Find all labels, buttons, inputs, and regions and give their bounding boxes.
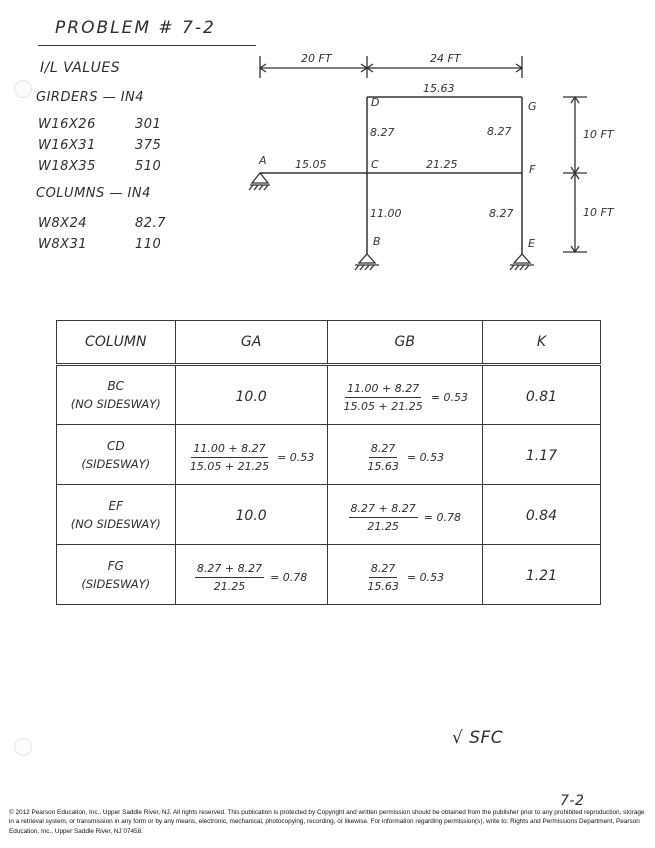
- fraction-denominator: 15.05 + 21.25: [189, 459, 270, 473]
- column-shape: W8X31: [38, 237, 88, 252]
- sidesway-case: (NO SIDESWAY): [70, 397, 161, 411]
- node-label-f: F: [529, 163, 536, 176]
- fraction-numerator: 8.27: [369, 442, 398, 458]
- ga-cell: [175, 365, 327, 425]
- member-value-bc: 11.00: [370, 207, 402, 220]
- frame-sketch: [235, 40, 635, 280]
- page-number: 7-2: [560, 793, 585, 809]
- il-values-heading: I/L VALUES: [40, 60, 121, 76]
- gb-cell: [327, 425, 482, 485]
- sidesway-case: (SIDESWAY): [81, 456, 151, 471]
- table-row: [57, 425, 601, 485]
- k-cell: [482, 425, 600, 485]
- girder-shape: W16X31: [38, 138, 96, 153]
- binder-hole-bottom: [14, 738, 32, 756]
- table-row: [57, 485, 601, 545]
- column-cell: [57, 425, 176, 485]
- k-value: 0.84: [525, 508, 557, 524]
- node-label-e: E: [528, 237, 535, 250]
- ga-cell: [175, 545, 327, 605]
- fraction-numerator: 11.00 + 8.27: [345, 382, 421, 398]
- ga-cell: [175, 425, 327, 485]
- ga-value: 10.0: [235, 508, 267, 524]
- node-label-d: D: [371, 96, 380, 109]
- gb-fraction: [342, 382, 468, 413]
- girder-value: 375: [135, 138, 162, 153]
- member-value-dg: 15.63: [423, 82, 455, 95]
- problem-title: PROBLEM # 7-2: [55, 18, 216, 38]
- node-label-a: A: [259, 154, 267, 167]
- table-row: [57, 365, 601, 425]
- fraction-numerator: 11.00 + 8.27: [191, 442, 267, 458]
- fraction-result: = 0.78: [270, 570, 308, 584]
- dim-label-bottom-story: 10 FT: [583, 206, 614, 219]
- member-value-ac: 15.05: [295, 158, 327, 171]
- column-cell: [57, 365, 176, 425]
- gb-fraction: [349, 502, 461, 533]
- fraction-denominator: 21.25: [213, 579, 246, 593]
- pin-support-a: [252, 173, 268, 183]
- column-value: 110: [135, 237, 162, 252]
- fraction-denominator: 15.63: [367, 459, 399, 473]
- fraction-result: = 0.78: [423, 510, 461, 524]
- column-value: 82.7: [135, 216, 166, 231]
- girder-value: 510: [135, 159, 162, 174]
- dim-label-top-story: 10 FT: [583, 128, 614, 141]
- ga-cell: [175, 485, 327, 545]
- header-ga: GA: [175, 321, 327, 365]
- k-cell: [482, 365, 600, 425]
- fraction-numerator: 8.27 + 8.27: [349, 502, 418, 518]
- gb-cell: [327, 545, 482, 605]
- column-name: FG: [107, 558, 124, 573]
- node-label-b: B: [373, 235, 381, 248]
- header-k: K: [482, 321, 600, 365]
- column-shape: W8X24: [38, 216, 88, 231]
- ga-value: 10.0: [235, 388, 267, 405]
- node-label-c: C: [371, 158, 379, 171]
- dim-label-left: 20 FT: [301, 52, 332, 65]
- sidesway-case: (SIDESWAY): [81, 576, 151, 591]
- k-value: 1.21: [525, 568, 557, 584]
- column-name: EF: [108, 498, 123, 513]
- sidesway-case: (NO SIDESWAY): [70, 516, 161, 531]
- gb-cell: [327, 365, 482, 425]
- header-gb: GB: [327, 321, 482, 365]
- column-cell: [57, 545, 176, 605]
- ga-fraction: [195, 562, 307, 593]
- column-name: CD: [106, 438, 125, 453]
- column-cell: [57, 485, 176, 545]
- binder-hole-top: [14, 80, 32, 98]
- gb-cell: [327, 485, 482, 545]
- fraction-result: = 0.53: [277, 450, 315, 464]
- dim-label-right: 24 FT: [430, 52, 461, 65]
- k-value: 0.81: [525, 388, 557, 405]
- girder-shape: W18X35: [38, 159, 96, 174]
- pin-support-e: [514, 254, 530, 263]
- girder-value: 301: [135, 117, 162, 132]
- checked-initials: √ SFC: [452, 728, 504, 748]
- member-value-cf: 21.25: [426, 158, 458, 171]
- pin-support-b: [359, 254, 375, 263]
- girders-label: GIRDERS — IN4: [36, 90, 145, 105]
- fraction-result: = 0.53: [430, 391, 468, 404]
- copyright-notice: © 2012 Pearson Education, Inc., Upper Saddle River, NJ. All rights reserved. This publication is protected by Copyright and written permission should be obtained from the publisher prior to any prohibited reproduction, storage in a retrieval system, or transmission in any form or by any means, electronic, mechanical, photocopying, recording, or likewise. For information regarding permission(s), write to: Rights and Permissions Department, Pearson Education, Inc., Upper Saddle River, NJ 07458.: [9, 809, 645, 835]
- fraction-result: = 0.53: [406, 450, 445, 464]
- header-column: COLUMN: [57, 321, 176, 365]
- member-value-cd: 8.27: [370, 126, 395, 139]
- fraction-result: = 0.53: [406, 570, 445, 584]
- table-row: [57, 545, 601, 605]
- fraction-denominator: 21.25: [367, 519, 399, 533]
- column-name: BC: [107, 379, 125, 393]
- k-cell: [482, 485, 600, 545]
- member-value-ef: 8.27: [489, 207, 514, 220]
- fraction-numerator: 8.27: [369, 562, 398, 578]
- node-label-g: G: [528, 100, 537, 113]
- fraction-numerator: 8.27 + 8.27: [195, 562, 264, 578]
- k-value: 1.17: [525, 448, 557, 464]
- member-value-fg: 8.27: [487, 125, 512, 138]
- gb-fraction: [365, 562, 444, 593]
- effective-length-table: [56, 320, 601, 605]
- title-underline: [38, 45, 256, 46]
- k-cell: [482, 545, 600, 605]
- gb-fraction: [365, 442, 444, 473]
- columns-label: COLUMNS — IN4: [36, 186, 151, 201]
- table-header-row: [57, 321, 601, 365]
- girder-shape: W16X26: [38, 117, 96, 132]
- fraction-denominator: 15.05 + 21.25: [343, 400, 423, 413]
- ga-fraction: [188, 442, 314, 473]
- fraction-denominator: 15.63: [367, 579, 399, 593]
